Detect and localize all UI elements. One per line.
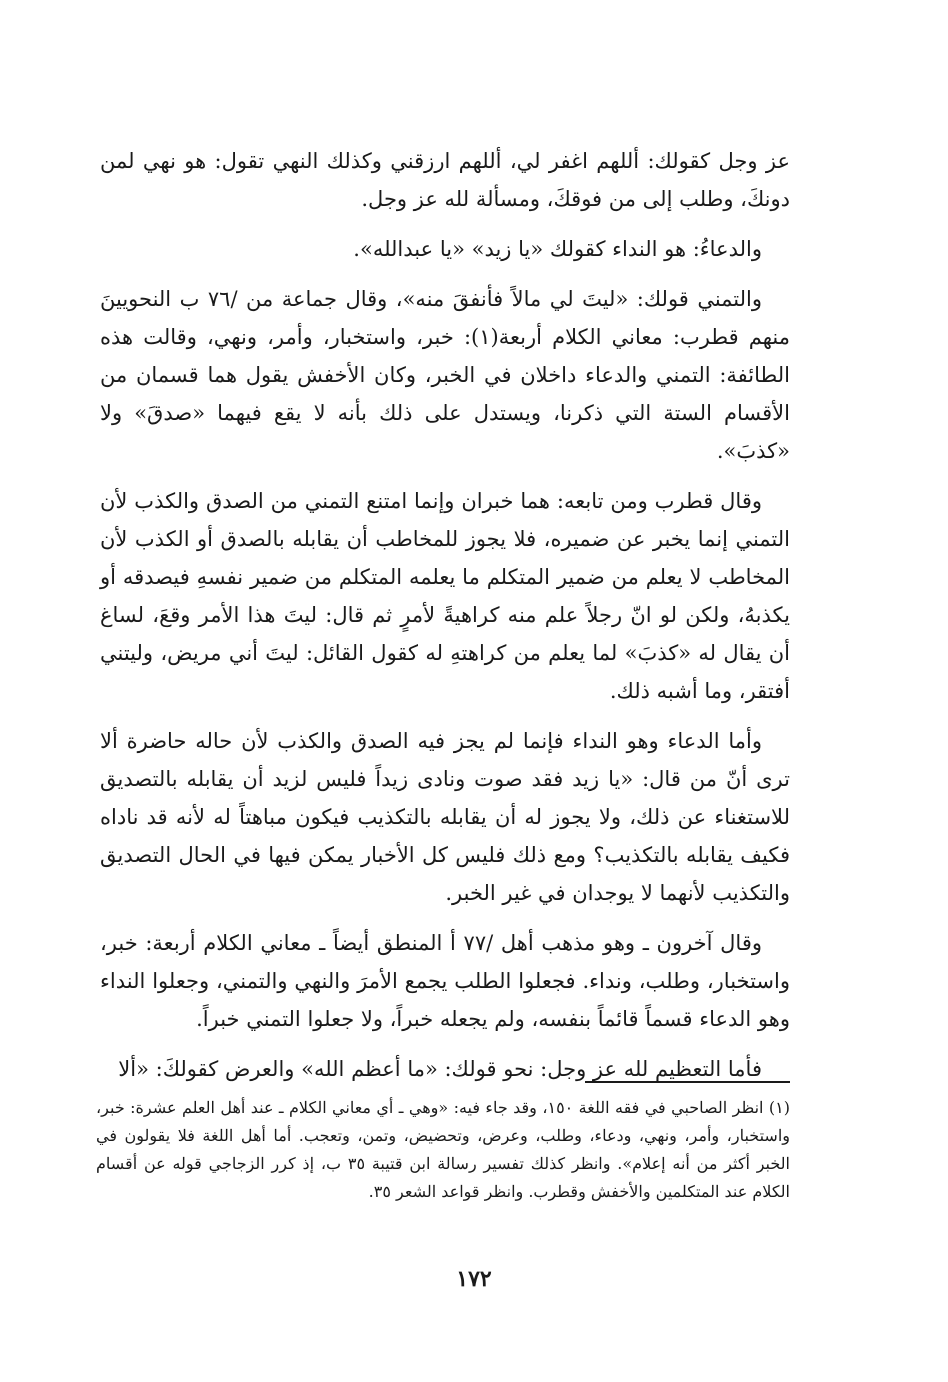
paragraph-6: وقال آخرون ـ وهو مذهب أهل /٧٧ أ المنطق أيضاً ـ معاني الكلام أربعة: خبر، واستخبار، وطلب، ونداء. فجعلوا الطلب يجمع الأمرَ والنهي والتمني، وجعلوا النداء وهو الدعاء قسماً قائماً بنفسه، ولم يجعله خبراً، ولا جعلوا التمني خبراً.: [100, 931, 790, 1031]
paragraph-3: والتمني قولك: «ليتَ لي مالاً فأنفقَ منه»، وقال جماعة من /٧٦ ب النحويينَ منهم قطرب: معاني الكلام أربعة(١): خبر، واستخبار، وأمر، ونهي، وقالت هذه الطائفة: التمني والدعاء داخلان في الخبر، وكان الأخفش يقول هما قسمان من الأقسام الستة التي ذكرنا، ويستدل على ذلك بأنه لا يقع فيهما «صدقَ» ولا «كذبَ».: [100, 287, 791, 463]
main-text: [100, 142, 790, 1100]
footnotes: [96, 1094, 790, 1206]
page-number: ١٧٢: [456, 1266, 492, 1292]
footnote-divider: [585, 1081, 790, 1083]
paragraph-2: والدعاءُ: هو النداء كقولك «يا زيد» «يا عبدالله».: [353, 237, 762, 261]
paragraph-7: فأما التعظيم لله عز وجل: نحو قولك: «ما أعظم الله» والعرض كقولكَ: «ألا: [118, 1057, 762, 1081]
paragraph-4: وقال قطرب ومن تابعه: هما خبران وإنما امتنع التمني من الصدق والكذب لأن التمني إنما يخبر عن ضميره، فلا يجوز للمخاطب أن يقابله بالصدق أو الكذب لأن المخاطب لا يعلم من ضمير المتكلم ما يعلمه المتكلم من ضمير نفسهِ فيصدقه أو يكذبهُ، ولكن لو انّ رجلاً علم منه كراهيةً لأمرٍ ثم قال: ليتَ هذا الأمر وقعَ، لساغ أن يقال له «كذبَ» لما يعلم من كراهتهِ له كقول القائل: ليتَ أني مريض، وليتني أفتقر، وما أشبه ذلك.: [100, 489, 790, 703]
footnote-1: (١) انظر الصاحبي في فقه اللغة ١٥٠، وقد جاء فيه: «وهي ـ أي معاني الكلام ـ عند أهل العلم عشرة: خبر، واستخبار، وأمر، ونهي، ودعاء، وطلب، وعرض، وتحضيض، وتمن، وتعجب. أما أهل اللغة فلا يقولون في الخبر أكثر من أنه إعلام». وانظر كذلك تفسير رسالة ابن قتيبة ٣٥ ب، إذ كرر الزجاجي قوله عن أقسام الكلام عند المتكلمين والأخفش وقطرب. وانظر قواعد الشعر ٣٥.: [96, 1098, 790, 1201]
paragraph-5: وأما الدعاء وهو النداء فإنما لم يجز فيه الصدق والكذب لأن حاله حاضرة ألا ترى أنّ من قال: «يا زيد فقد صوت ونادى زيداً فليس لزيد أن يقابله بالتصديق للاستغناء عن ذلك، ولا يجوز له أن يقابله بالتكذيب فيكون مباهتاً له لأنه قد ناداه فكيف يقابله بالتكذيب؟ ومع ذلك فليس كل الأخبار يمكن فيها في الحال التصديق والتكذيب لأنهما لا يوجدان في غير الخبر.: [100, 729, 790, 905]
paragraph-1: عز وجل كقولك: أللهم اغفر لي، أللهم ارزقني وكذلك النهي تقول: هو نهي لمن دونكَ، وطلب إلى من فوقكَ، ومسألة لله عز وجل.: [100, 149, 790, 211]
